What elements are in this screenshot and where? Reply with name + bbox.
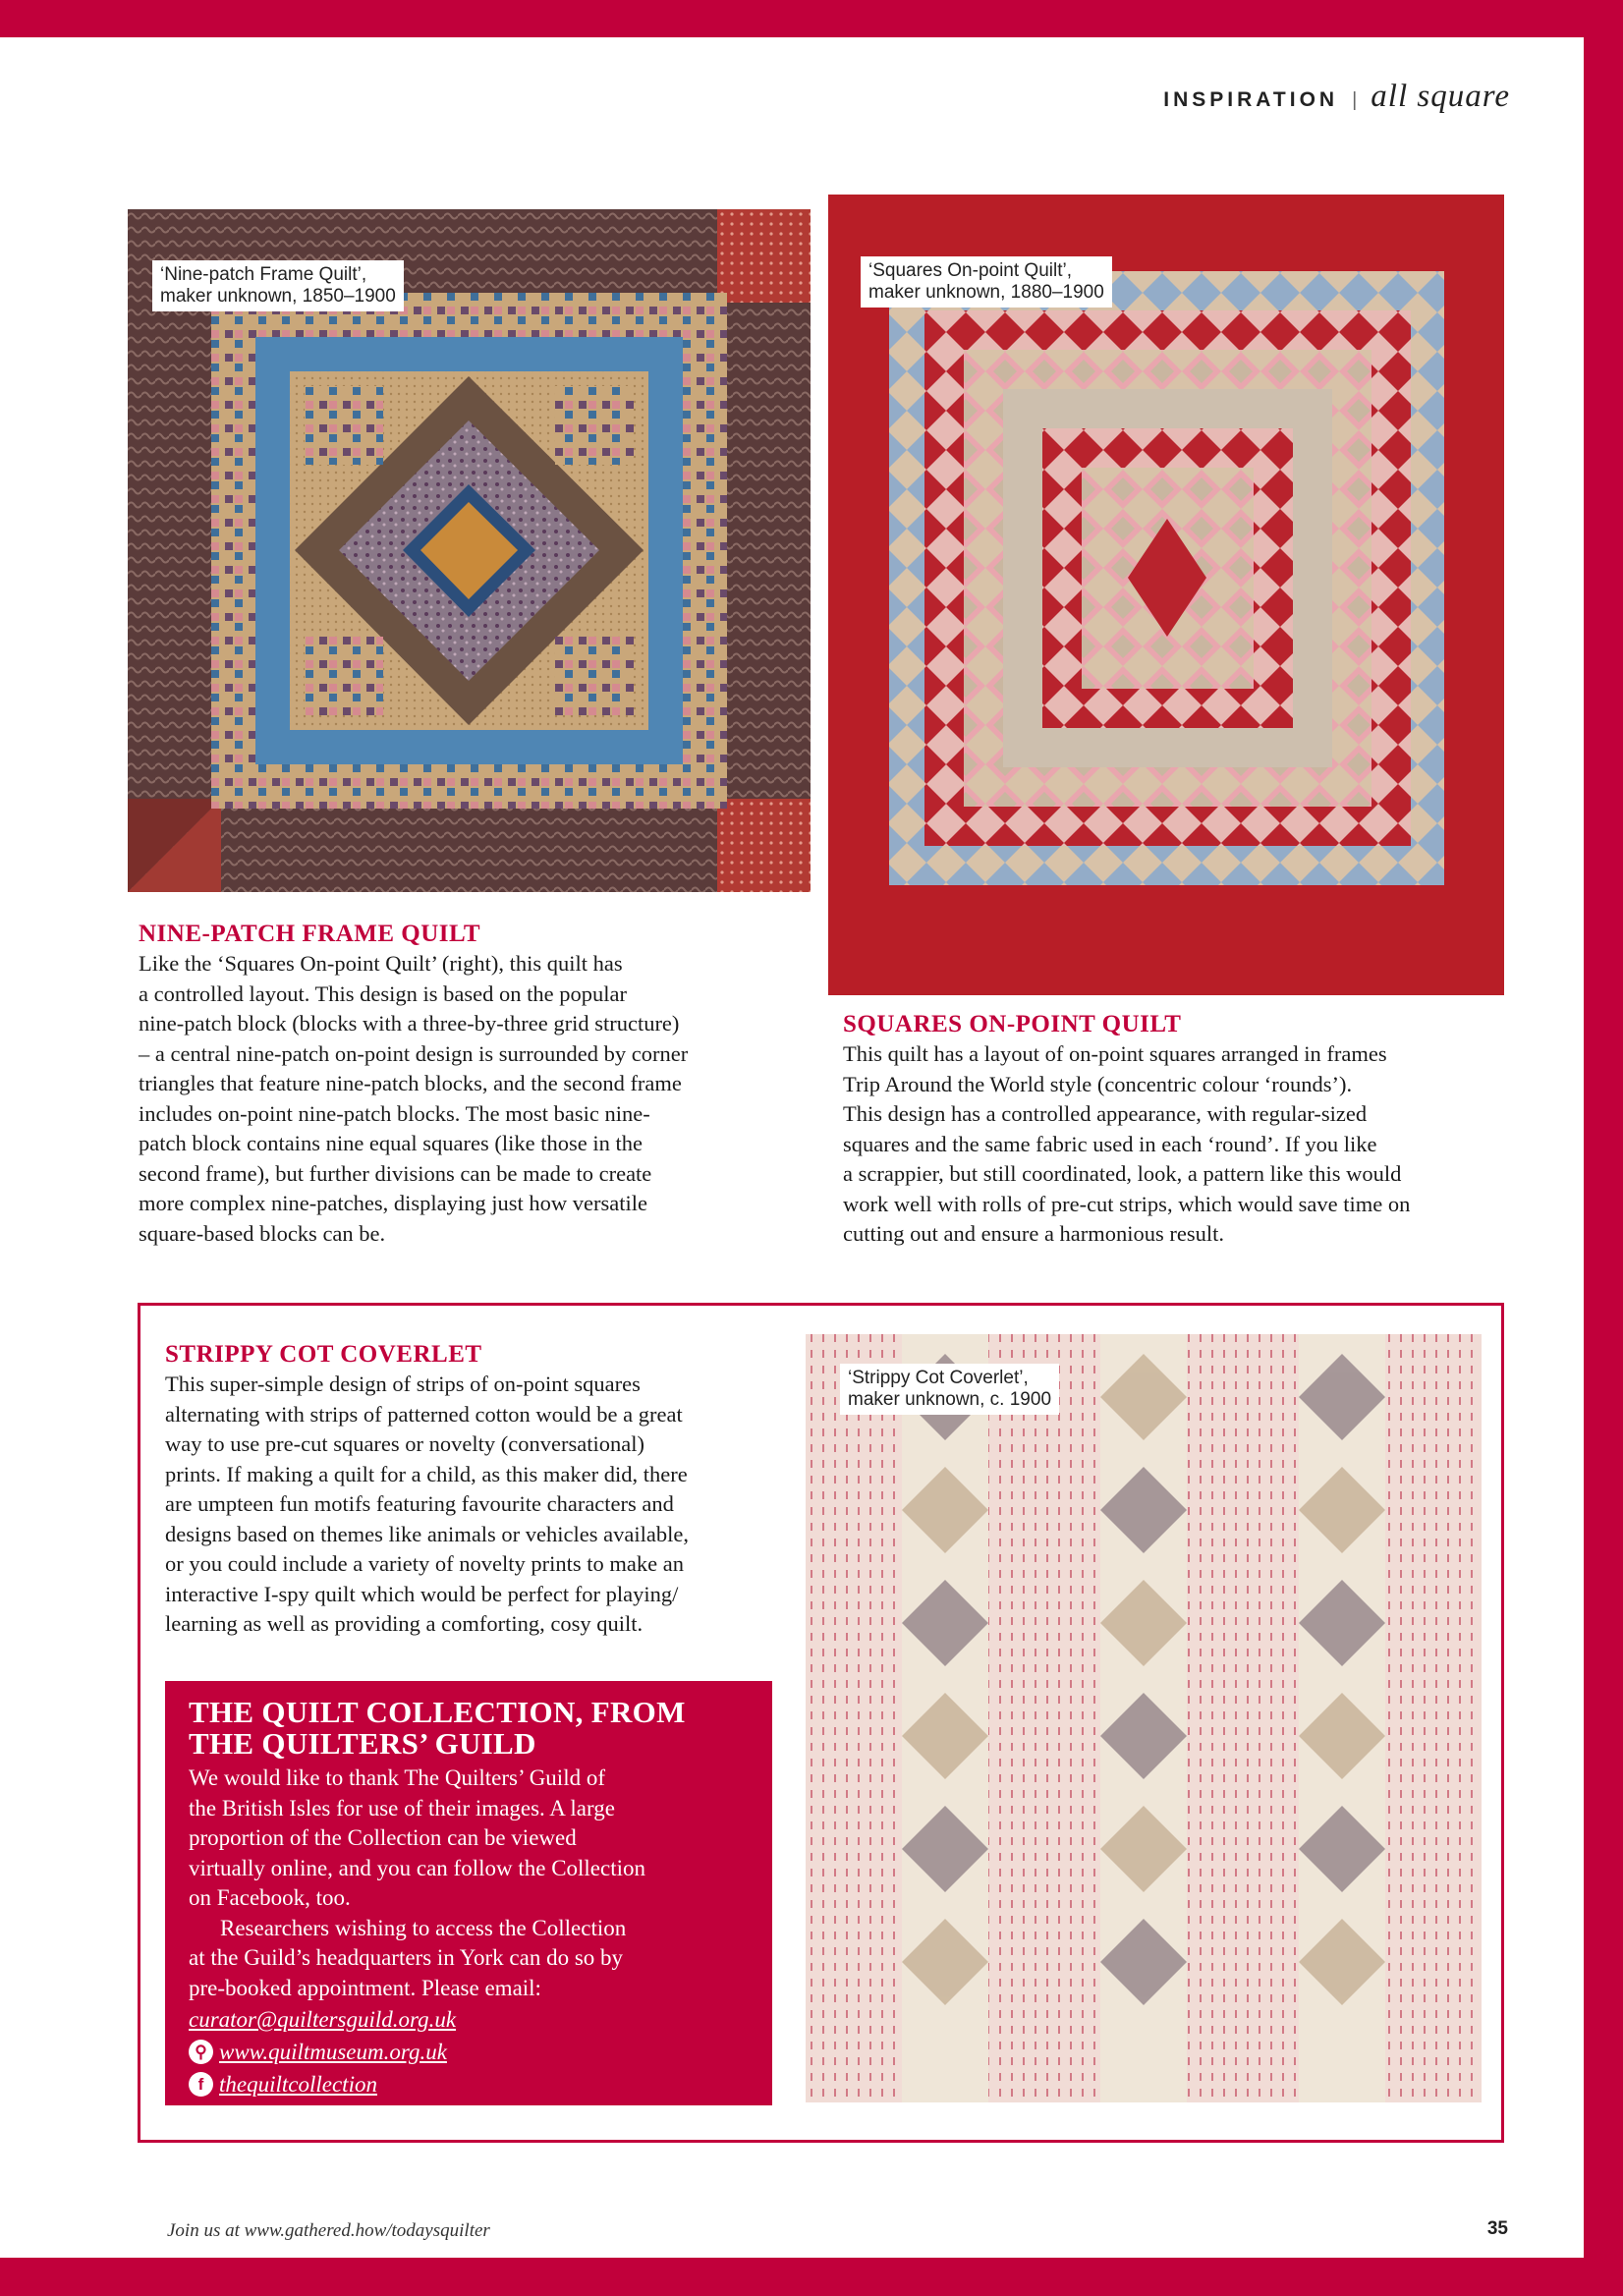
- nine-patch-article: [139, 920, 807, 1249]
- strippy-body: This super-simple design of strips of on-point squares alternating with strips of patterned cotton would be a great way to use pre-cut squares or novelty (conversational) prints. If making a quilt for a child, as this maker did, there are umpteen fun motifs featuring favourite characters and designs based on themes like animals or vehicles available, or you could include a variety of novelty prints to make an interactive I-spy quilt which would be perfect for playing/ learning as well as providing a comforting, cosy quilt.: [165, 1372, 689, 1636]
- nine-patch-quilt-caption: ‘Nine-patch Frame Quilt’, maker unknown, 1850–1900: [152, 260, 404, 311]
- nine-patch-quilt-illustration: [128, 209, 811, 892]
- website-link[interactable]: ⚲ www.quiltmuseum.org.uk: [189, 2036, 749, 2068]
- on-point-article: [843, 1010, 1511, 1250]
- facebook-icon: f: [189, 2072, 213, 2097]
- magazine-page: [0, 37, 1584, 2258]
- on-point-body: This quilt has a layout of on-point squares arranged in frames Trip Around the World style (concentric colour ‘rounds’). This design has a controlled appearance, with regular-sized squares and the same fabric used in each ‘round’. If you like a scrappier, but still coordinated, look, a pattern like this would work well with rolls of pre-cut strips, which would save time on cutting out and ensure a harmonious result.: [843, 1041, 1411, 1246]
- facebook-link[interactable]: f thequiltcollection: [189, 2068, 749, 2100]
- strippy-coverlet-illustration: [806, 1334, 1482, 2102]
- panel-paragraph-1: We would like to thank The Quilters’ Guild of the British Isles for use of their images. A large proportion of the Collection can be viewed virtually online, and you can follow the Collection on Facebook, too.: [189, 1765, 646, 1910]
- panel-paragraph-2: Researchers wishing to access the Collection at the Guild’s headquarters in York can do so by pre-booked appointment. Please email:: [189, 1915, 627, 2000]
- on-point-quilt-photo: [828, 195, 1504, 995]
- quilt-collection-panel: [165, 1681, 772, 2105]
- nine-patch-body: Like the ‘Squares On-point Quilt’ (right), this quilt has a controlled layout. This design is based on the popular nine-patch block (blocks with a three-by-three grid structure) – a central nine-patch on-point design is surrounded by corner triangles that feature nine-patch blocks, and the second frame includes on-point nine-patch blocks. The most basic nine- patch block contains nine equal squares (like those in the second frame), but further divisions can be made to create more complex nine-patches, displaying just how versatile square-based blocks can be.: [139, 951, 689, 1246]
- section-label: INSPIRATION: [1163, 88, 1339, 111]
- strippy-article: [165, 1340, 794, 1640]
- on-point-quilt-caption: ‘Squares On-point Quilt’, maker unknown, 1880–1900: [861, 256, 1112, 308]
- strippy-coverlet-photo: [806, 1334, 1482, 2102]
- page-number: 35: [1486, 2218, 1508, 2239]
- email-link[interactable]: curator@quiltersguild.org.uk: [189, 2007, 457, 2032]
- nine-patch-quilt-photo: [128, 209, 811, 892]
- topic-label: all square: [1371, 79, 1510, 114]
- footer-text: Join us at www.gathered.how/todaysquilter: [167, 2220, 490, 2241]
- link-icon: ⚲: [189, 2040, 213, 2064]
- on-point-heading: SQUARES ON-POINT QUILT: [843, 1011, 1182, 1037]
- on-point-quilt-illustration: [828, 195, 1504, 995]
- strippy-heading: STRIPPY COT COVERLET: [165, 1341, 482, 1368]
- strippy-coverlet-caption: ‘Strippy Cot Coverlet’, maker unknown, c. 1900: [840, 1364, 1059, 1415]
- panel-heading: THE QUILT COLLECTION, FROM THE QUILTERS’ GUILD: [189, 1695, 686, 1761]
- header-separator: |: [1352, 89, 1358, 111]
- running-header: [1163, 79, 1510, 115]
- nine-patch-heading: NINE-PATCH FRAME QUILT: [139, 921, 481, 947]
